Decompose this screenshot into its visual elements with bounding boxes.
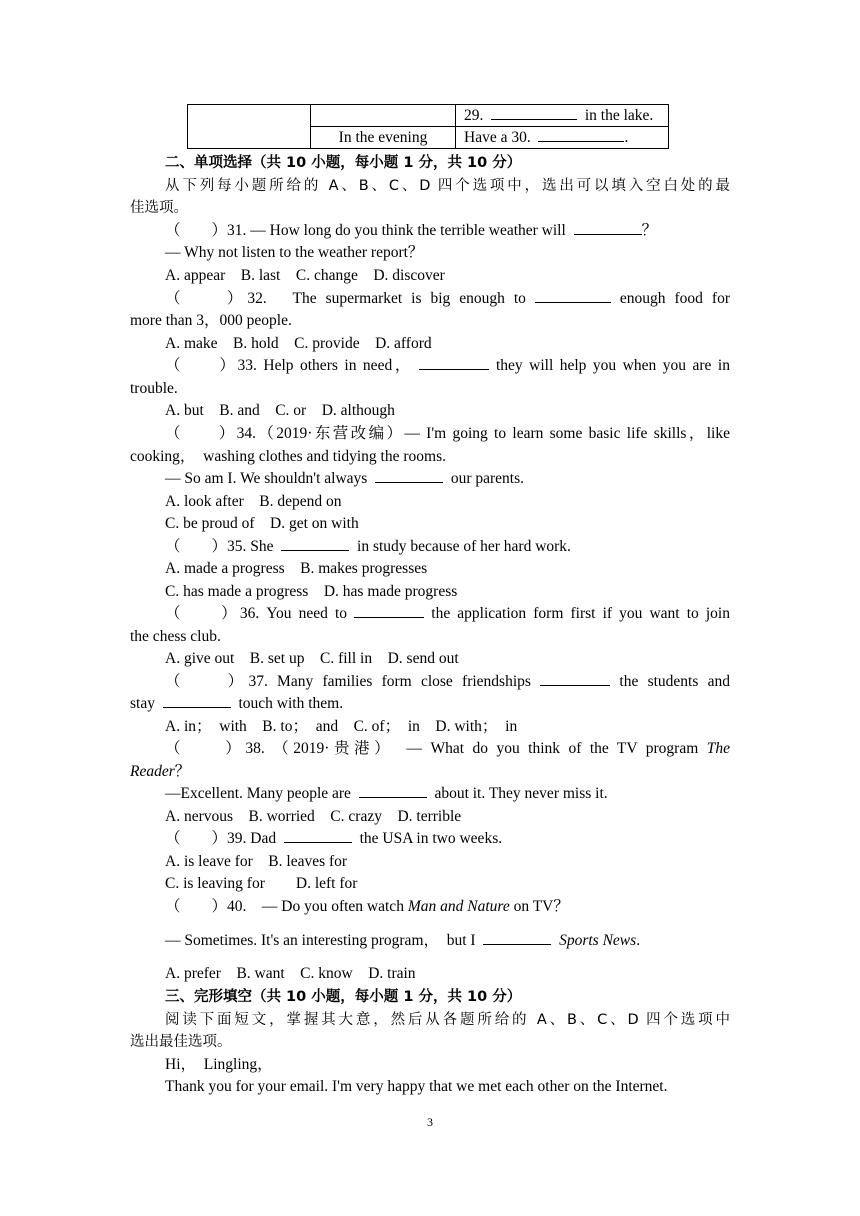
options: C. be proud of D. get on with (165, 515, 359, 532)
table-row (188, 105, 669, 127)
answer-blank (359, 783, 427, 798)
question-text (130, 693, 730, 715)
question-text: touch with them. (238, 695, 344, 712)
answer-paren: （ ） (165, 290, 248, 307)
question-36 (165, 603, 730, 625)
question-stem: 32. The supermarket is big enough to (247, 290, 526, 307)
question-text: ？ (641, 222, 658, 239)
answer-blank (281, 536, 349, 551)
question-text: trouble. (130, 380, 178, 397)
question-stem: 39. Dad (227, 830, 277, 847)
answer-paren: （ ） (165, 357, 238, 374)
cell-text: . (624, 129, 629, 146)
options: A. made a progress B. makes progresses (165, 560, 428, 577)
table-cell (188, 105, 311, 149)
cell-text: Have a 30. (464, 129, 531, 146)
question-31 (165, 220, 730, 242)
answer-blank (540, 671, 610, 686)
section-intro: 阅读下面短文，掌握其大意，然后从各题所给的 A、B、C、D 四个选项中 (165, 1012, 730, 1028)
question-text: the chess club. (130, 628, 221, 645)
options: A. prefer B. want C. know D. train (165, 965, 416, 982)
question-text: the application form first if you want to join (431, 605, 730, 622)
question-35 (165, 536, 730, 558)
cell-text: 29. (464, 107, 484, 124)
table-cell (456, 127, 669, 149)
answer-paren: （ ） (165, 673, 249, 690)
table-cell (311, 105, 456, 127)
answer-paren: （ ） (165, 222, 228, 239)
question-stem: 37. Many families form close friendships (248, 673, 531, 690)
question-text: cooking， washing clothes and tidying the rooms. (130, 448, 446, 465)
answer-blank (419, 355, 489, 370)
section-title: 二、单项选择（共 10 小题，每小题 1 分，共 10 分） (165, 155, 522, 171)
answer-blank (491, 105, 577, 120)
question-text: . (636, 932, 641, 949)
question-stem: 35. She (227, 538, 274, 555)
page-number: 3 (427, 1115, 433, 1129)
question-text: they will help you when you are in (495, 357, 730, 374)
question-stem: — So am I. We shouldn't always (165, 470, 368, 487)
program-title: The (706, 740, 730, 757)
question-stem: 36. You need to (239, 605, 348, 622)
options: A. give out B. set up C. fill in D. send out (165, 650, 459, 667)
answer-paren: （ ） (165, 740, 246, 757)
question-stem: — Sometimes. It's an interesting program， but I (165, 932, 476, 949)
answer-blank (483, 930, 551, 945)
question-34 (165, 423, 730, 445)
section-intro: 从下列每小题所给的 A、B、C、D 四个选项中，选出可以填入空白处的最 (165, 178, 730, 194)
question-text: about it. They never miss it. (434, 785, 608, 802)
question-stem: 38. （2019·贵港） — What do you think of the TV program (245, 740, 699, 757)
answer-blank (375, 468, 443, 483)
question-stem: 33. Help others in need， (237, 357, 413, 374)
answer-paren: （ ） (165, 830, 228, 847)
answer-blank (354, 603, 424, 618)
options: A. in； with B. to； and C. of； in D. with； in (165, 718, 518, 735)
answer-paren: （ ） (165, 898, 228, 915)
question-text: in study because of her hard work. (357, 538, 571, 555)
question-text: our parents. (450, 470, 524, 487)
answer-paren: （ ） (165, 425, 237, 442)
table-cell (456, 105, 669, 127)
question-text (130, 761, 730, 783)
cell-text: in the lake. (584, 107, 654, 124)
options: A. but B. and C. or D. although (165, 402, 395, 419)
schedule-table (187, 104, 669, 149)
question-40 (165, 896, 730, 918)
answer-blank (535, 288, 611, 303)
question-32 (165, 288, 730, 310)
question-text (165, 930, 730, 952)
question-39 (165, 828, 730, 850)
section-intro: 佳选项。 (130, 200, 188, 216)
options: A. is leave for B. leaves for (165, 853, 348, 870)
options: A. make B. hold C. provide D. afford (165, 335, 432, 352)
question-stem: stay (130, 695, 155, 712)
answer-blank (284, 828, 352, 843)
letter-greeting: Hi， Lingling， (165, 1056, 273, 1073)
question-text (165, 468, 730, 490)
question-stem: —Excellent. Many people are (165, 785, 351, 802)
options: A. nervous B. worried C. crazy D. terrible (165, 808, 462, 825)
program-title: Sports News (559, 932, 637, 949)
question-33 (165, 355, 730, 377)
question-text: enough food for (619, 290, 730, 307)
question-text: ？ (174, 763, 191, 780)
answer-blank (574, 220, 642, 235)
question-stem: 31. — How long do you think the terrible weather will (227, 222, 566, 239)
question-text: — Why not listen to the weather report？ (165, 244, 424, 261)
answer-blank (163, 693, 231, 708)
question-text (165, 783, 730, 805)
answer-paren: （ ） (165, 605, 240, 622)
section-title: 三、完形填空（共 10 小题，每小题 1 分，共 10 分） (165, 989, 522, 1005)
table-cell: In the evening (311, 127, 456, 149)
program-title: Reader (130, 763, 175, 780)
question-text: on TV？ (513, 898, 569, 915)
question-37 (165, 671, 730, 693)
program-title: Man and Nature (407, 898, 510, 915)
options: A. appear B. last C. change D. discover (165, 267, 445, 284)
letter-body: Thank you for your email. I'm very happy that we met each other on the Internet. (165, 1078, 668, 1095)
answer-blank (538, 127, 624, 142)
options: C. is leaving for D. left for (165, 875, 358, 892)
section-intro: 选出最佳选项。 (130, 1034, 232, 1050)
options: A. look after B. depend on (165, 493, 342, 510)
question-stem: 34.（2019·东营改编）— I'm going to learn some basic life skills，like (236, 425, 730, 442)
question-38 (165, 738, 730, 760)
answer-paren: （ ） (165, 538, 228, 555)
options: C. has made a progress D. has made progress (165, 583, 458, 600)
question-text: the students and (619, 673, 730, 690)
question-stem: 40. — Do you often watch (227, 898, 404, 915)
question-text: the USA in two weeks. (359, 830, 503, 847)
question-text: more than 3，000 people. (130, 312, 292, 329)
